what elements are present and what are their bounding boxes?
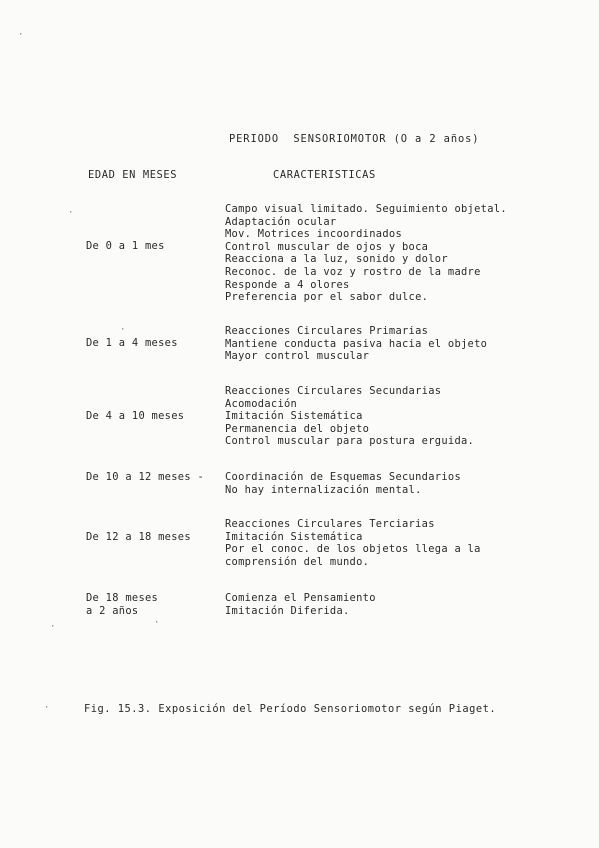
characteristic-line: Mov. Motrices incoordinados bbox=[225, 228, 403, 241]
row-characteristics bbox=[225, 203, 507, 304]
scan-speck: · bbox=[18, 30, 24, 40]
row-age-label: De 12 a 18 meses bbox=[86, 531, 191, 543]
row-characteristics bbox=[225, 325, 487, 363]
characteristic-line: Adaptación ocular bbox=[225, 215, 337, 228]
characteristic-line: No hay internalización mental. bbox=[225, 483, 422, 496]
characteristic-line: Responde a 4 olores bbox=[225, 278, 350, 291]
characteristic-line: Reconoc. de la voz y rostro de la madre bbox=[225, 265, 481, 278]
scan-speck: · bbox=[154, 618, 160, 628]
characteristic-line: Control muscular para postura erguida. bbox=[225, 435, 475, 448]
row-age-label: De 1 a 4 meses bbox=[86, 337, 178, 349]
row-characteristics bbox=[225, 471, 461, 496]
characteristic-line: Imitación Diferida. bbox=[225, 604, 350, 617]
scan-speck: · bbox=[50, 622, 56, 632]
characteristic-line: Mantiene conducta pasiva hacia el objeto bbox=[225, 337, 488, 350]
characteristic-line: Campo visual limitado. Seguimiento objetal. bbox=[225, 203, 507, 215]
characteristic-line: Reacciones Circulares Primarias bbox=[225, 325, 429, 337]
column-header-characteristics: CARACTERISTICAS bbox=[273, 169, 376, 181]
page-title: PERIODO SENSORIOMOTOR (O a 2 años) bbox=[229, 133, 480, 145]
characteristic-line: Permanencia del objeto bbox=[225, 422, 370, 435]
characteristic-line: Reacciones Circulares Secundarias bbox=[225, 385, 442, 397]
characteristic-line: Mayor control muscular bbox=[225, 350, 370, 363]
characteristic-line: Imitación Sistemática bbox=[225, 530, 363, 543]
figure-caption: Fig. 15.3. Exposición del Período Sensoriomotor según Piaget. bbox=[84, 703, 497, 715]
characteristic-line: comprensión del mundo. bbox=[225, 555, 370, 568]
characteristic-line: Control muscular de ojos y boca bbox=[225, 240, 429, 253]
row-age-label: De 18 meses a 2 años bbox=[86, 592, 159, 617]
characteristic-line: Preferencia por el sabor dulce. bbox=[225, 291, 429, 304]
row-characteristics bbox=[225, 592, 376, 617]
column-header-age: EDAD EN MESES bbox=[88, 169, 178, 181]
row-age-label: De 10 a 12 meses - bbox=[86, 471, 205, 483]
scan-speck: · bbox=[120, 325, 126, 335]
characteristic-line: Imitación Sistemática bbox=[225, 410, 363, 423]
characteristic-line: Reacciones Circulares Terciarias bbox=[225, 518, 435, 530]
characteristic-line: Reacciona a la luz, sonido y dolor bbox=[225, 253, 448, 266]
row-age-label: De 0 a 1 mes bbox=[86, 240, 165, 252]
scan-speck: · bbox=[44, 703, 50, 713]
scan-speck: · bbox=[68, 208, 74, 218]
characteristic-line: Por el conoc. de los objetos llega a la bbox=[225, 543, 481, 556]
characteristic-line: Coordinación de Esquemas Secundarios bbox=[225, 471, 462, 483]
row-age-label: De 4 a 10 meses bbox=[86, 410, 185, 422]
characteristic-line: Acomodación bbox=[225, 397, 298, 410]
row-characteristics bbox=[225, 385, 474, 448]
characteristic-line: Comienza el Pensamiento bbox=[225, 592, 376, 604]
row-characteristics bbox=[225, 518, 481, 568]
